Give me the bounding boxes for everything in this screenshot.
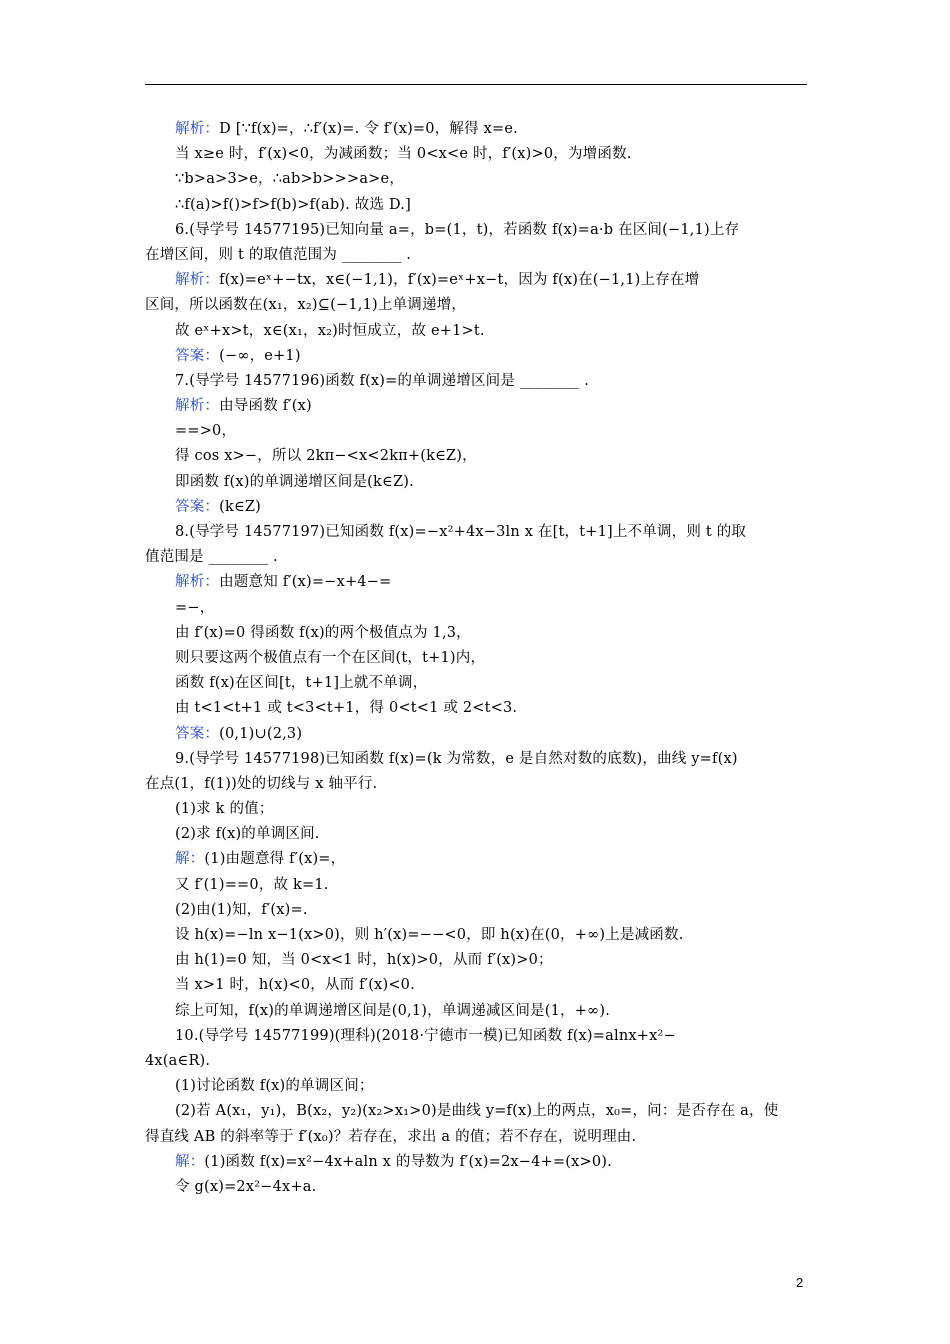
line-text: 函数 f(x)在区间[t，t+1]上就不单调， — [175, 675, 428, 692]
answer-label: 解析： — [175, 272, 220, 289]
line-text: (1)由题意得 f′(x)=， — [204, 851, 346, 868]
line-text: 由 t<1<t+1 或 t<3<t+1，得 0<t<1 或 2<t<3. — [175, 700, 518, 717]
page-number: 2 — [796, 1275, 804, 1290]
text-line — [145, 948, 807, 973]
text-line — [145, 369, 807, 394]
line-text: 7.(导学号 14577196)函数 f(x)=的单调递增区间是 ________ . — [175, 372, 590, 389]
answer-label: 答案： — [175, 498, 220, 515]
text-line — [145, 570, 807, 595]
line-text: 由 f′(x)=0 得函数 f(x)的两个极值点为 1,3， — [175, 624, 471, 641]
text-line — [145, 747, 807, 772]
header-rule — [145, 84, 807, 85]
text-line — [145, 520, 807, 545]
line-text: 即函数 f(x)的单调递增区间是(k∈Z). — [175, 473, 414, 490]
line-text: D [∵f(x)=，∴f′(x)=. 令 f′(x)=0，解得 x=e. — [219, 121, 518, 137]
line-text: 又 f′(1)==0，故 k=1. — [175, 876, 329, 893]
text-line — [145, 419, 807, 444]
line-text: 综上可知，f(x)的单调递增区间是(0,1)，单调递减区间是(1，+∞). — [175, 1002, 611, 1019]
answer-label: 答案： — [175, 347, 220, 364]
text-line — [145, 621, 807, 646]
line-text: (1)讨论函数 f(x)的单调区间； — [175, 1078, 374, 1095]
line-text: (2)求 f(x)的单调区间. — [175, 826, 320, 843]
text-line — [145, 999, 807, 1024]
text-line — [145, 646, 807, 671]
text-line — [145, 444, 807, 469]
text-line — [145, 596, 807, 621]
line-text: 由题意知 f′(x)=−x+4−= — [219, 574, 392, 591]
line-text: (0,1)∪(2,3) — [219, 725, 303, 742]
line-text: 9.(导学号 14577198)已知函数 f(x)=(k 为常数，e 是自然对数的底数)，曲线 y=f(x) — [175, 750, 738, 767]
text-line — [145, 117, 807, 142]
text-line — [145, 545, 807, 570]
line-text: 设 h(x)=−ln x−1(x>0)，则 h′(x)=−−<0，即 h(x)在(0，+∞)上是减函数. — [175, 927, 684, 943]
line-text: (−∞，e+1) — [219, 347, 301, 364]
text-line — [145, 1099, 807, 1124]
text-line — [145, 193, 807, 218]
text-line — [145, 293, 807, 318]
line-text: 令 g(x)=2x²−4x+a. — [175, 1178, 317, 1195]
text-line — [145, 470, 807, 495]
line-text: 区间，所以函数在(x₁，x₂)⊆(−1,1)上单调递增， — [145, 297, 467, 314]
line-text: (k∈Z) — [219, 498, 262, 515]
line-text: 由导函数 f′(x) — [219, 398, 312, 415]
line-text: 则只要这两个极值点有一个在区间(t，t+1)内， — [175, 649, 486, 666]
text-line — [145, 722, 807, 747]
line-text: 8.(导学号 14577197)已知函数 f(x)=−x²+4x−3ln x 在[t，t+1]上不单调，则 t 的取 — [175, 524, 747, 540]
text-line — [145, 1150, 807, 1175]
text-line — [145, 797, 807, 822]
answer-label: 解析： — [175, 574, 220, 591]
line-text: 值范围是 ________ . — [145, 549, 278, 566]
text-line — [145, 394, 807, 419]
text-line — [145, 873, 807, 898]
line-text: 在增区间，则 t 的取值范围为 ________ . — [145, 246, 412, 263]
line-text: 6.(导学号 14577195)已知向量 a=，b=(1，t)，若函数 f(x)=a·b 在区间(−1,1)上存 — [175, 221, 740, 238]
text-line — [145, 268, 807, 293]
text-line — [145, 495, 807, 520]
line-text: ==>0， — [175, 423, 237, 440]
text-line — [145, 898, 807, 923]
answer-label: 解析： — [175, 398, 220, 415]
answer-label: 解： — [175, 851, 205, 868]
text-line — [145, 1175, 807, 1200]
text-line — [145, 1125, 807, 1150]
line-text: 在点(1，f(1))处的切线与 x 轴平行. — [145, 775, 378, 792]
text-line — [145, 167, 807, 192]
line-text: (2)若 A(x₁，y₁)，B(x₂，y₂)(x₂>x₁>0)是曲线 y=f(x)上的两点，x₀=，问：是否存在 a，使 — [175, 1103, 779, 1120]
text-line — [145, 671, 807, 696]
line-text: 4x(a∈R). — [145, 1052, 211, 1069]
line-text: ∴f(a)>f()>f>f(b)>f(ab). 故选 D.] — [175, 196, 411, 213]
text-line — [145, 142, 807, 167]
line-text: (1)函数 f(x)=x²−4x+aln x 的导数为 f′(x)=2x−4+=(x>0). — [204, 1153, 612, 1170]
line-text: 当 x≥e 时，f′(x)<0，为减函数；当 0<x<e 时，f′(x)>0，为增函数. — [175, 146, 632, 163]
text-line — [145, 696, 807, 721]
document-body — [145, 117, 807, 1200]
text-line — [145, 344, 807, 369]
answer-label: 答案： — [175, 725, 220, 742]
answer-label: 解析： — [175, 121, 220, 137]
text-line — [145, 1024, 807, 1049]
text-line — [145, 1049, 807, 1074]
text-line — [145, 822, 807, 847]
line-text: 由 h(1)=0 知，当 0<x<1 时，h(x)>0，从而 f′(x)>0； — [175, 952, 553, 969]
line-text: 得直线 AB 的斜率等于 f′(x₀)？若存在，求出 a 的值；若不存在，说明理由. — [145, 1128, 637, 1145]
text-line — [145, 973, 807, 998]
text-line — [145, 218, 807, 243]
text-line — [145, 243, 807, 268]
line-text: ∵b>a>3>e，∴ab>b>>>a>e， — [175, 171, 405, 188]
line-text: f(x)=eˣ+−tx，x∈(−1,1)，f′(x)=eˣ+x−t，因为 f(x)在(−1,1)上存在增 — [219, 272, 700, 289]
text-line — [145, 847, 807, 872]
line-text: 10.(导学号 14577199)(理科)(2018·宁德市一模)已知函数 f(x)=alnx+x²− — [175, 1027, 676, 1044]
line-text: =−， — [175, 599, 215, 616]
text-line — [145, 1074, 807, 1099]
text-line — [145, 772, 807, 797]
line-text: 当 x>1 时，h(x)<0，从而 f′(x)<0. — [175, 977, 415, 994]
line-text: 故 eˣ+x>t，x∈(x₁，x₂)时恒成立，故 e+1>t. — [175, 322, 485, 339]
line-text: (1)求 k 的值； — [175, 801, 274, 818]
text-line — [145, 923, 807, 948]
line-text: 得 cos x>−，所以 2kπ−<x<2kπ+(k∈Z)， — [175, 448, 477, 465]
answer-label: 解： — [175, 1153, 205, 1170]
text-line — [145, 319, 807, 344]
line-text: (2)由(1)知，f′(x)=. — [175, 901, 308, 918]
